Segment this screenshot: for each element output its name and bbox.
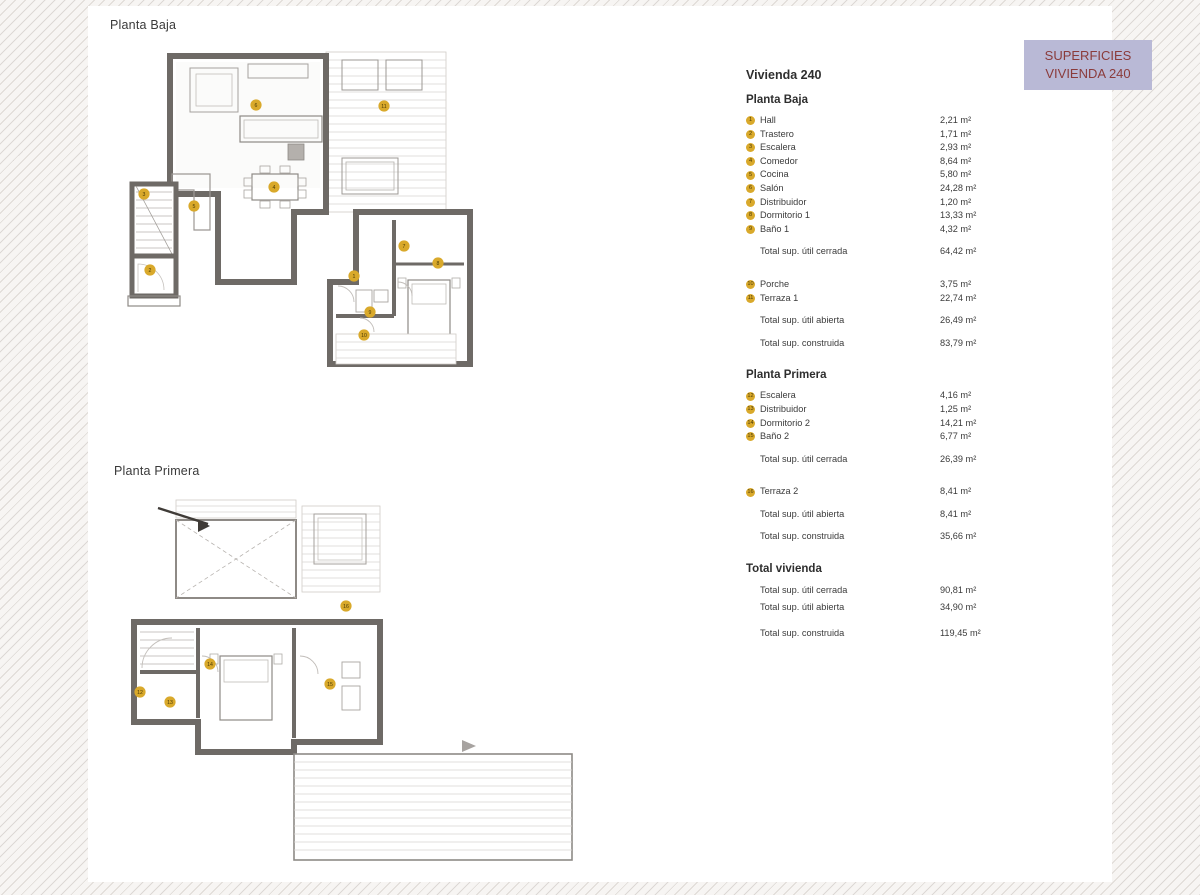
room-number-badge: 15 — [747, 433, 754, 440]
list-item — [746, 223, 1006, 237]
legend-total-heading: Total vivienda — [746, 563, 822, 576]
room-area: 4,32 m² — [940, 223, 972, 234]
superficies-badge — [1024, 40, 1152, 90]
surfaces-legend — [746, 68, 1006, 644]
first-total-open — [746, 508, 1006, 522]
room-area: 2,21 m² — [940, 115, 972, 125]
room-number-badge: 5 — [746, 171, 755, 180]
svg-text:15: 15 — [327, 682, 333, 688]
room-name: Dormitorio 2 — [760, 417, 811, 428]
dwelling-total-built — [746, 627, 1006, 641]
dwelling-total-open — [746, 601, 1006, 615]
room-number-badge: 2 — [746, 130, 755, 139]
room-area: 1,25 m² — [940, 403, 972, 414]
drawing-sheet — [88, 6, 1132, 882]
room-area: 24,28 m² — [940, 182, 977, 193]
room-area: 14,21 m² — [940, 417, 977, 428]
list-item — [746, 155, 1006, 169]
list-item — [746, 389, 1006, 403]
room-area: 8,64 m² — [940, 155, 972, 166]
list-item — [746, 182, 1006, 196]
total-label: Total sup. útil abierta — [760, 508, 845, 519]
ground-open-rooms-list — [746, 278, 1006, 305]
room-number-badge: 7 — [746, 198, 755, 207]
total-value: 64,42 m² — [940, 246, 977, 257]
room-area: 5,80 m² — [940, 169, 972, 180]
room-area: 1,71 m² — [940, 128, 972, 139]
first-floor-drawing — [134, 500, 572, 860]
room-area: 8,41 m² — [940, 486, 972, 497]
room-number-badge: 16 — [747, 488, 754, 495]
badge-line-2: VIVIENDA 240 — [1045, 66, 1131, 81]
room-name: Distribuidor — [760, 403, 807, 414]
total-label: Total sup. construida — [760, 337, 845, 348]
room-area: 4,16 m² — [940, 390, 972, 401]
total-label: Total sup. útil abierta — [760, 601, 845, 612]
badge-line-1: SUPERFICIES — [1044, 48, 1132, 63]
first-floor-plan — [98, 476, 718, 876]
svg-text:2: 2 — [148, 268, 152, 274]
room-number-badge: 9 — [746, 225, 755, 234]
room-number-badge: 14 — [747, 419, 754, 426]
room-number-badge: 13 — [747, 406, 754, 413]
legend-first-heading: Planta Primera — [746, 369, 827, 382]
svg-text:3: 3 — [142, 192, 146, 198]
room-name: Trastero — [760, 128, 794, 139]
svg-text:10: 10 — [361, 333, 367, 339]
room-name: Escalera — [760, 142, 796, 153]
room-area: 22,74 m² — [940, 292, 977, 303]
total-label: Total sup. útil cerrada — [760, 246, 848, 257]
room-area: 3,75 m² — [940, 278, 972, 289]
ground-total-built — [746, 337, 1006, 351]
total-label: Total sup. útil abierta — [760, 315, 845, 326]
ground-floor-title: Planta Baja — [110, 18, 177, 32]
total-value: 35,66 m² — [940, 531, 977, 542]
room-area: 6,77 m² — [940, 431, 972, 442]
total-label: Total sup. útil cerrada — [760, 453, 848, 464]
svg-text:12: 12 — [137, 690, 143, 696]
ground-total-open — [746, 314, 1006, 328]
room-number-badge: 1 — [746, 116, 755, 125]
svg-text:11: 11 — [381, 104, 387, 110]
list-item — [746, 114, 1006, 128]
room-name: Comedor — [760, 155, 798, 166]
room-number-badge: 6 — [746, 184, 755, 193]
total-value: 26,49 m² — [940, 315, 977, 326]
room-name: Salón — [760, 182, 784, 193]
ground-floor-drawing — [128, 52, 470, 364]
list-item — [746, 141, 1006, 155]
total-label: Total sup. construida — [760, 628, 845, 639]
room-area: 2,93 m² — [940, 142, 972, 153]
list-item — [746, 403, 1006, 417]
list-item — [746, 168, 1006, 182]
list-item — [746, 292, 1006, 306]
total-label: Total sup. construida — [760, 531, 845, 542]
room-number-badge: 11 — [747, 294, 754, 301]
first-floor-title: Planta Primera — [114, 464, 200, 478]
list-item — [746, 417, 1006, 431]
legend-ground-heading: Planta Baja — [746, 94, 808, 106]
room-name: Terraza 1 — [760, 292, 799, 303]
total-label: Total sup. útil cerrada — [760, 585, 848, 596]
svg-text:4: 4 — [272, 185, 276, 191]
first-total-built — [746, 530, 1006, 544]
svg-text:9: 9 — [368, 310, 372, 316]
svg-text:1: 1 — [352, 274, 356, 280]
ground-rooms-list — [746, 114, 1006, 236]
svg-text:5: 5 — [192, 204, 196, 210]
room-area: 13,33 m² — [940, 210, 977, 221]
svg-text:7: 7 — [402, 244, 406, 250]
room-name: Dormitorio 1 — [760, 210, 811, 221]
ground-floor-plan — [98, 34, 718, 414]
room-number-badge: 10 — [747, 281, 754, 288]
total-value: 34,90 m² — [940, 601, 977, 612]
list-item — [746, 278, 1006, 292]
room-number-badge: 12 — [747, 392, 754, 399]
svg-text:6: 6 — [254, 103, 258, 109]
svg-text:14: 14 — [207, 662, 213, 668]
total-value: 8,41 m² — [940, 508, 972, 519]
room-number-badge: 3 — [746, 143, 755, 152]
list-item — [746, 128, 1006, 142]
room-area: 1,20 m² — [940, 196, 972, 207]
dwelling-total-closed — [746, 584, 1006, 598]
room-name: Porche — [760, 278, 790, 289]
room-number-badge: 4 — [746, 157, 755, 166]
ground-total-closed — [746, 245, 1006, 259]
svg-text:8: 8 — [436, 261, 440, 267]
room-name: Hall — [760, 115, 776, 125]
room-name: Cocina — [760, 169, 789, 180]
svg-text:13: 13 — [167, 700, 173, 706]
first-total-closed — [746, 453, 1006, 467]
total-value: 119,45 m² — [940, 628, 981, 639]
list-item — [746, 196, 1006, 210]
svg-text:16: 16 — [343, 604, 349, 610]
total-value: 26,39 m² — [940, 453, 977, 464]
total-value: 83,79 m² — [940, 337, 977, 348]
room-name: Escalera — [760, 390, 796, 401]
room-name: Baño 1 — [760, 223, 790, 234]
room-name: Terraza 2 — [760, 486, 799, 497]
total-value: 90,81 m² — [940, 585, 977, 596]
first-open-rooms-list — [746, 485, 1006, 499]
room-number-badge: 8 — [746, 211, 755, 220]
list-item — [746, 209, 1006, 223]
list-item — [746, 485, 1006, 499]
first-rooms-list — [746, 389, 1006, 443]
room-name: Baño 2 — [760, 431, 790, 442]
dwelling-title: Vivienda 240 — [746, 68, 822, 82]
room-name: Distribuidor — [760, 196, 807, 207]
list-item — [746, 430, 1006, 444]
